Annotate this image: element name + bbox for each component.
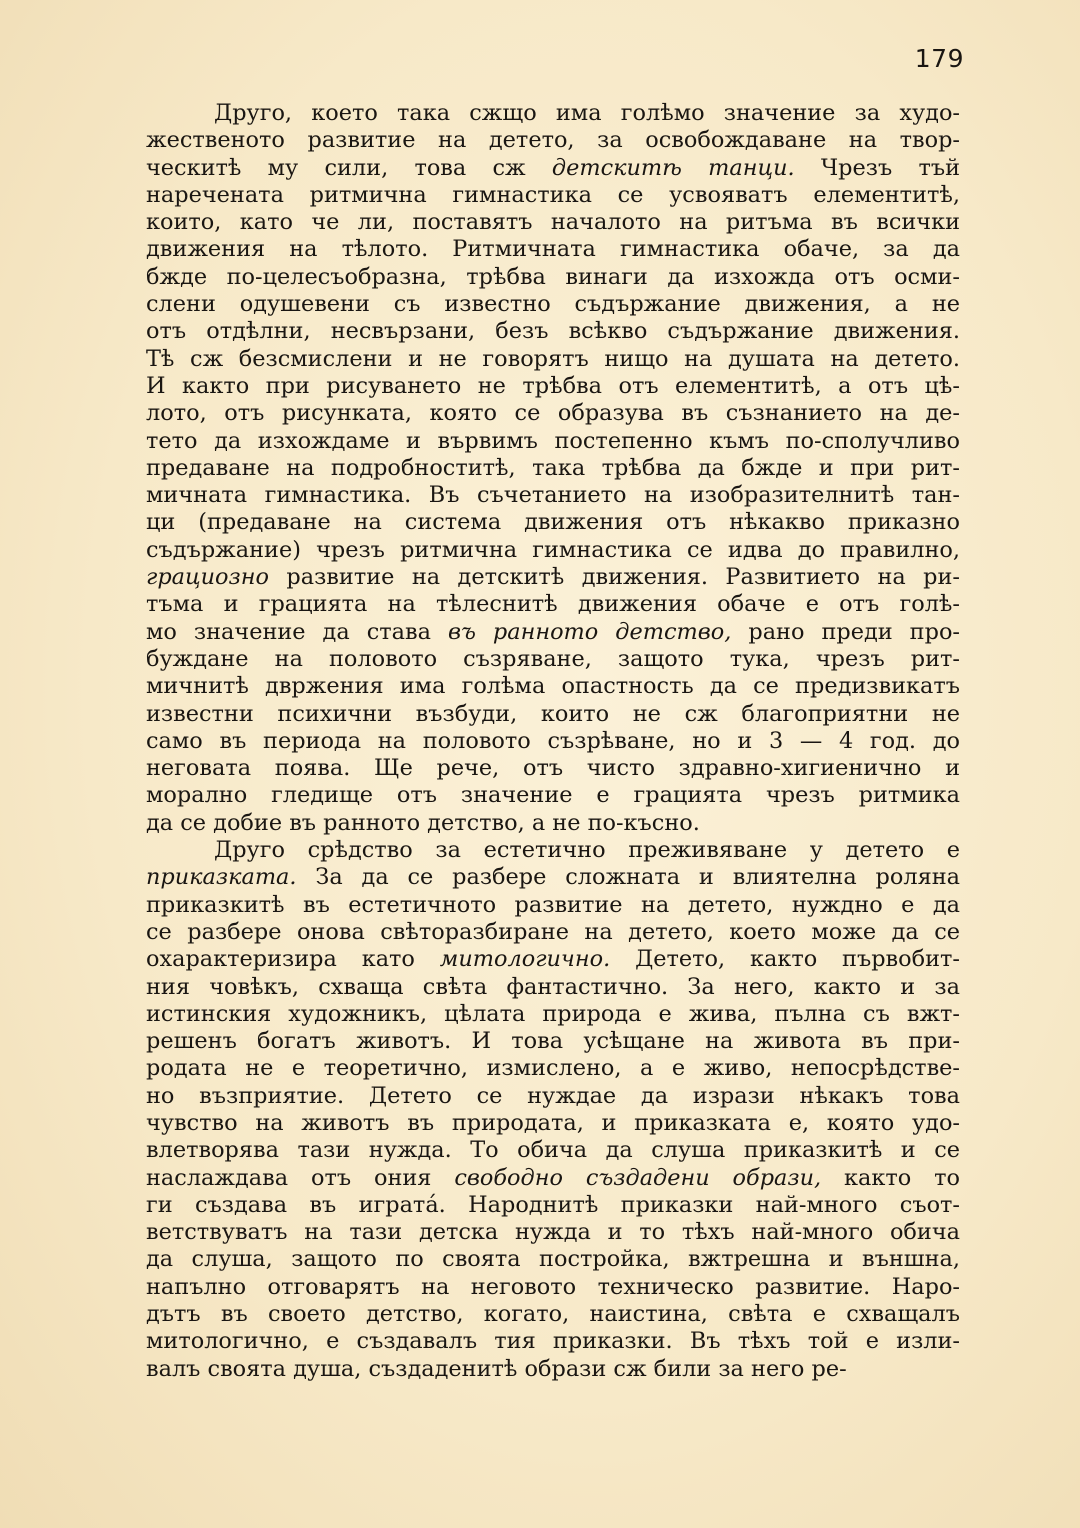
emphasis-text: митологично.: [439, 946, 611, 973]
text-line: [146, 236, 960, 263]
text-run: Детето, както първобит-: [610, 946, 960, 973]
text-run: Друго срѣдство за естетично преживяване у детето е: [214, 837, 960, 864]
text-line: [146, 291, 960, 318]
text-run: ги създава въ играта́. Народнитѣ приказки най-много съот-: [146, 1191, 960, 1218]
text-run: развитие на детскитѣ движения. Развитието на ри-: [268, 564, 960, 591]
text-line: [146, 1137, 960, 1164]
text-run: истинския художникъ, цѣлата природа е жива, пълна съ вжт-: [146, 1000, 960, 1027]
text-line: [146, 564, 960, 591]
text-line: [146, 509, 960, 536]
text-line: [146, 701, 960, 728]
text-run: мичнитѣ двржения има голѣма опастность да се предизвикатъ: [146, 673, 960, 700]
text-run: Чрезъ тъй: [794, 154, 961, 181]
text-line: [146, 755, 960, 782]
text-run: родата не е теоретично, измислено, а е живо, непосрѣдстве-: [146, 1055, 960, 1082]
text-run: отъ отдѣлни, несвързани, безъ всѣкво съдържание движения.: [146, 318, 960, 345]
text-run: ци (предаване на система движения отъ нѣкакво приказно: [146, 509, 960, 536]
text-run: Друго, което така сжщо има голѣмо значение за худо-: [214, 100, 960, 126]
emphasis-text: грациозно: [146, 564, 269, 591]
text-run: приказкитѣ въ естетичното развитие на детето, нуждно е да: [146, 891, 960, 918]
text-line: [146, 1246, 960, 1273]
paragraph: [146, 100, 960, 837]
text-run: бжде по-целесъобразна, трѣбва винаги да изхожда отъ осми-: [146, 263, 960, 290]
text-line: [146, 1328, 960, 1355]
text-run: ния човѣкъ, схваща свѣта фантастично. За него, както и за: [146, 973, 960, 1000]
text-line: [146, 946, 960, 973]
text-run: валъ своята душа, създаденитѣ образи сж били за него ре-: [146, 1355, 847, 1382]
text-run: рано преди про-: [731, 618, 960, 645]
text-line: [146, 400, 960, 427]
text-line: [146, 1219, 960, 1246]
text-run: наслаждава отъ ония: [146, 1164, 455, 1191]
text-line: [146, 155, 960, 182]
text-run: които, като че ли, поставятъ началото на ритъма въ всички: [146, 209, 960, 236]
text-run: За да се разбере сложната и влиятелна роляна: [296, 864, 960, 891]
text-run: както то: [821, 1164, 960, 1191]
text-run: тъма и грацията на тѣлеснитѣ движения обаче е отъ голѣ-: [146, 591, 960, 618]
text-run: влетворява тази нужда. То обича да слуша приказкитѣ и се: [146, 1137, 960, 1164]
text-line: [146, 1274, 960, 1301]
text-line: [146, 1001, 960, 1028]
text-line: [146, 728, 960, 755]
text-run: предаване на подробноститѣ, така трѣбва да бжде и при рит-: [146, 454, 960, 481]
text-line: [146, 892, 960, 919]
text-line: [146, 619, 960, 646]
text-line: [146, 810, 960, 837]
emphasis-text: въ ранното детство,: [447, 618, 732, 645]
text-run: но възприятие. Детето се нуждае да изрази нѣкакъ това: [146, 1082, 960, 1109]
text-run: охарактеризира като: [146, 946, 440, 973]
text-line: [146, 646, 960, 673]
text-run: наречената ритмична гимнастика се усвояватъ елементитѣ,: [146, 181, 960, 208]
text-line: [146, 1110, 960, 1137]
text-run: напълно отговарятъ на неговото техническо развитие. Наро-: [146, 1273, 960, 1300]
text-line: [146, 264, 960, 291]
text-run: да се добие въ ранното детство, а не по-късно.: [146, 809, 700, 836]
page-number: 179: [914, 44, 964, 73]
text-run: само въ периода на половото съзрѣване, но и 3 — 4 год. до: [146, 727, 960, 754]
text-line: [146, 1083, 960, 1110]
text-run: дътъ въ своето детство, когато, наистина, свѣта е схващалъ: [146, 1301, 960, 1328]
text-line: [146, 318, 960, 345]
text-run: Тѣ сж безсмислени и не говорятъ нищо на душата на детето.: [146, 345, 960, 372]
text-run: мичната гимнастика. Въ съчетанието на изобразителнитѣ тан-: [146, 482, 960, 509]
text-line: [146, 782, 960, 809]
text-line: [146, 673, 960, 700]
text-run: буждане на половото съзряване, защото тука, чрезъ рит-: [146, 645, 960, 672]
text-run: да слуша, защото по своята постройка, вжтрешна и външна,: [146, 1246, 960, 1273]
text-line: [146, 537, 960, 564]
text-run: мо значение да става: [146, 618, 448, 645]
text-line: [146, 346, 960, 373]
text-line: [146, 182, 960, 209]
text-run: известни психични възбуди, които не сж благоприятни не: [146, 700, 960, 727]
text-line: [146, 1165, 960, 1192]
text-run: тето да изхождаме и вървимъ постепенно къмъ по-сполучливо: [146, 427, 960, 454]
text-run: лото, отъ рисунката, която се образува въ съзнанието на де-: [146, 400, 960, 427]
text-line: [146, 837, 960, 864]
text-line: [146, 482, 960, 509]
text-run: неговата поява. Ще рече, отъ чисто здравно-хигиенично и: [146, 755, 960, 782]
text-line: [146, 209, 960, 236]
text-line: [146, 591, 960, 618]
text-run: жественото развитие на детето, за освобождаване на твор-: [146, 127, 960, 154]
text-run: чувство на животъ въ природата, и приказката е, която удо-: [146, 1109, 960, 1136]
text-line: [146, 864, 960, 891]
text-line: [146, 1192, 960, 1219]
text-run: се разбере онова свѣторазбиране на детето, което може да се: [146, 918, 960, 945]
text-run: морално гледище отъ значение е грацията чрезъ ритмика: [146, 782, 960, 809]
emphasis-text: приказката.: [146, 864, 297, 891]
text-line: [146, 1356, 960, 1383]
text-line: [146, 100, 960, 127]
body-text: [146, 100, 960, 1383]
text-line: [146, 1055, 960, 1082]
text-run: движения на тѣлото. Ритмичната гимнастика обаче, за да: [146, 236, 960, 263]
text-run: съдържание) чрезъ ритмична гимнастика се идва до правилно,: [146, 536, 960, 563]
text-line: [146, 373, 960, 400]
text-run: И както при рисуването не трѣбва отъ елементитѣ, а отъ цѣ-: [146, 372, 960, 399]
text-line: [146, 455, 960, 482]
text-run: митологично, е създавалъ тия приказки. Въ тѣхъ той е изли-: [146, 1328, 960, 1355]
text-line: [146, 1028, 960, 1055]
text-line: [146, 428, 960, 455]
text-line: [146, 1301, 960, 1328]
text-run: слени одушевени съ известно съдържание движения, а не: [146, 291, 960, 318]
text-line: [146, 127, 960, 154]
emphasis-text: свободно създадени образи,: [454, 1164, 822, 1191]
text-line: [146, 974, 960, 1001]
text-run: ветствуватъ на тази детска нужда и то тѣхъ най-много обича: [146, 1219, 960, 1246]
text-run: решенъ богатъ животъ. И това усѣщане на живота въ при-: [146, 1028, 960, 1055]
text-line: [146, 919, 960, 946]
paragraph: [146, 837, 960, 1383]
text-run: ческитѣ му сили, това сж: [146, 154, 552, 181]
emphasis-text: детскитѣ танци.: [551, 154, 795, 181]
